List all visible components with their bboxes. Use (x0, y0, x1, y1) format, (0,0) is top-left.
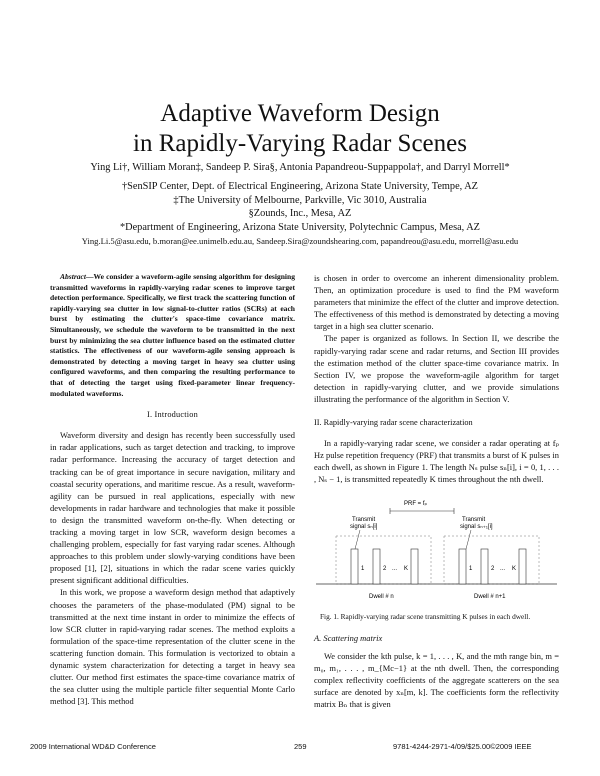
transmit-arrow-1 (355, 530, 360, 549)
paper-title (0, 99, 600, 159)
abstract (50, 272, 295, 399)
affiliation-1: †SenSIP Center, Dept. of Electrical Engineering, Arizona State University, Tempe, AZ (122, 181, 478, 192)
footer-page-number: 259 (294, 742, 307, 751)
pulse-k-label-next: K (512, 565, 517, 572)
dwell-diagram (314, 496, 559, 606)
transmit-arrow-2 (466, 530, 471, 549)
figure-1-caption: Fig. 1. Rapidly-varying radar scene transmitting K pulses in each dwell. (320, 611, 531, 621)
pulse-block (373, 549, 380, 584)
transmit-label-1b: signal sₙ[i] (350, 523, 378, 530)
transmit-label-1a: Transmit (352, 516, 376, 523)
right-paragraph-2: The paper is organized as follows. In Section II, we describe the rapidly-varying radar scene and radar returns, and Section III provides the estimation method of the clutter space-time covariance matrix. In Section IV, we propose the waveform-agile algorithm for target detection in rapidly-varying clutter, and we provide simulations illustrating the performance of the algorithm in Section V. (314, 333, 559, 404)
author-list: Ying Li†, William Moran‡, Sandeep P. Sira§, Antonia Papandreou-Suppappola†, and Darryl Morrell* (90, 162, 510, 173)
title-line-2: in Rapidly-Varying Radar Scenes (133, 130, 467, 157)
pulse-block (411, 549, 418, 584)
abstract-text: —We consider a waveform-agile sensing algorithm for designing transmitted waveforms in rapidly-varying radar scenes to improve target detection performance. Specifically, we first track the scattering function of rapidly-varying sea clutter in low signal-to-clutter ratios (SCRs) at each burst by estimating the clutter's space-time covariance matrix. Simultaneously, we schedule the waveform to be transmitted in the next burst by minimizing the sea clutter influence based on the estimated clutter statistics. The effectiveness of our waveform-agile sensing approach is demonstrated by detecting a moving target in heavy sea clutter using configured waveforms, and then comparing the resulting performance to that of detecting the target using fixed-parameter linear frequency-modulated waveforms. (50, 272, 295, 398)
dwell-n1-label: Dwell # n+1 (474, 593, 506, 600)
pulse-block (351, 549, 358, 584)
author-emails: Ying.Li.5@asu.edu, b.moran@ee.unimelb.edu.au, Sandeep.Sira@zoundshearing.com, papandreou@asu.edu, morrell@asu.edu (81, 236, 519, 246)
right-column (314, 272, 559, 710)
affiliation-3: §Zounds, Inc., Mesa, AZ (248, 208, 352, 219)
affiliation-4: *Department of Engineering, Arizona State University, Polytechnic Campus, Mesa, AZ (120, 221, 480, 233)
pulse-block (519, 549, 526, 584)
affiliation-2: ‡The University of Melbourne, Parkville, Vic 3010, Australia (173, 194, 427, 206)
intro-paragraph-1: Waveform diversity and design has recently been successfully used in radar applications, such as target detection and tracking, to improve radar performance. Increasing the accuracy of target detection and tracking can be of great importance in secure navigation, military and coastal security operations, and maritime rescue. As a result, waveform-agility can be pursued in real applications, especially with new developments in radar hardware and technologies that make it possible to design the transmitted waveform on-the-fly. When detecting or tracking a moving target in low SCR, waveform design becomes a challenging problem, especially for fast varying radar scenes. Although approaches to this problem under slowly-varying conditions have been proposed [1], [2], situations in which the radar scene varies quickly present significant additional difficulties. (50, 430, 295, 586)
title-line-1: Adaptive Waveform Design (160, 100, 440, 127)
section-2-paragraph-1: In a rapidly-varying radar scene, we consider a radar operating at fₚ Hz pulse repetition frequency (PRF) that transmits a burst of K pulses in each dwell, as shown in Figure 1. The length Nₛ pulse sₙ[i], i = 0, 1, . . . , Nₛ − 1, is transmitted repeatedly K times throughout the nth dwell. (314, 438, 559, 485)
dwell-n-label: Dwell # n (369, 593, 394, 600)
left-column (50, 272, 295, 707)
transmit-label-2b: signal sₙ₊₁[i] (460, 523, 493, 530)
pulse-1-label-next: 1 (469, 565, 473, 572)
figure-1 (314, 496, 559, 606)
pulse-dots-label: ... (392, 565, 398, 572)
affiliations (0, 180, 600, 234)
pulse-1-label: 1 (361, 565, 365, 572)
pulse-dots-label-next: ... (500, 565, 506, 572)
pulse-k-label: K (404, 565, 409, 572)
pulse-2-label-next: 2 (491, 565, 495, 572)
pulse-block (481, 549, 488, 584)
footer-conference: 2009 International WD&D Conference (30, 742, 156, 751)
section-2-heading: II. Rapidly-varying radar scene characterization (314, 418, 473, 428)
intro-paragraph-2: In this work, we propose a waveform design method that adaptively chooses the parameters of the phase-modulated (PM) signal to be transmitted at the next time instant in order to minimize the effects of low SCR clutter in rapid-varying radar scenes. The method exploits a formulation of the space-time representation of the clutter scene in the scattering function domain. This formulation is vectorized to obtain a dynamic system characterization for detecting a target in heavy sea clutter. Our method first estimates the space-time covariance matrix of the sea clutter using the multiple particle filter sequential Monte Carlo method [3]. This method (50, 587, 295, 707)
right-paragraph-1: is chosen in order to overcome an inherent dimensionality problem. Then, an optimization procedure is used to find the PM waveform parameters that minimize the effect of the clutter and improve detection. The effectiveness of this method is demonstrated by detecting a moving target in a high sea clutter scenario. (314, 273, 559, 332)
abstract-label: Abstract (60, 272, 86, 281)
pulse-block (459, 549, 466, 584)
subsection-a-heading: A. Scattering matrix (314, 632, 383, 643)
pulse-2-label: 2 (383, 565, 387, 572)
prf-label: PRF = fₚ (404, 500, 428, 507)
section-1-heading: I. Introduction (147, 410, 198, 420)
subsection-a-paragraph: We consider the kth pulse, k = 1, . . . , K, and the mth range bin, m = m₀, m₁, . . . , m_{Mc−1} at the nth dwell. Then, the corresponding complex reflectivity coefficients of the aggregate scatterers on the sea surface are denoted by xₙ[m, k]. The coefficients form the reflectivity matrix Bₙ that is given (314, 650, 559, 709)
transmit-label-2a: Transmit (462, 516, 486, 523)
footer-copyright: 9781-4244-2971-4/09/$25.00©2009 IEEE (393, 742, 532, 751)
